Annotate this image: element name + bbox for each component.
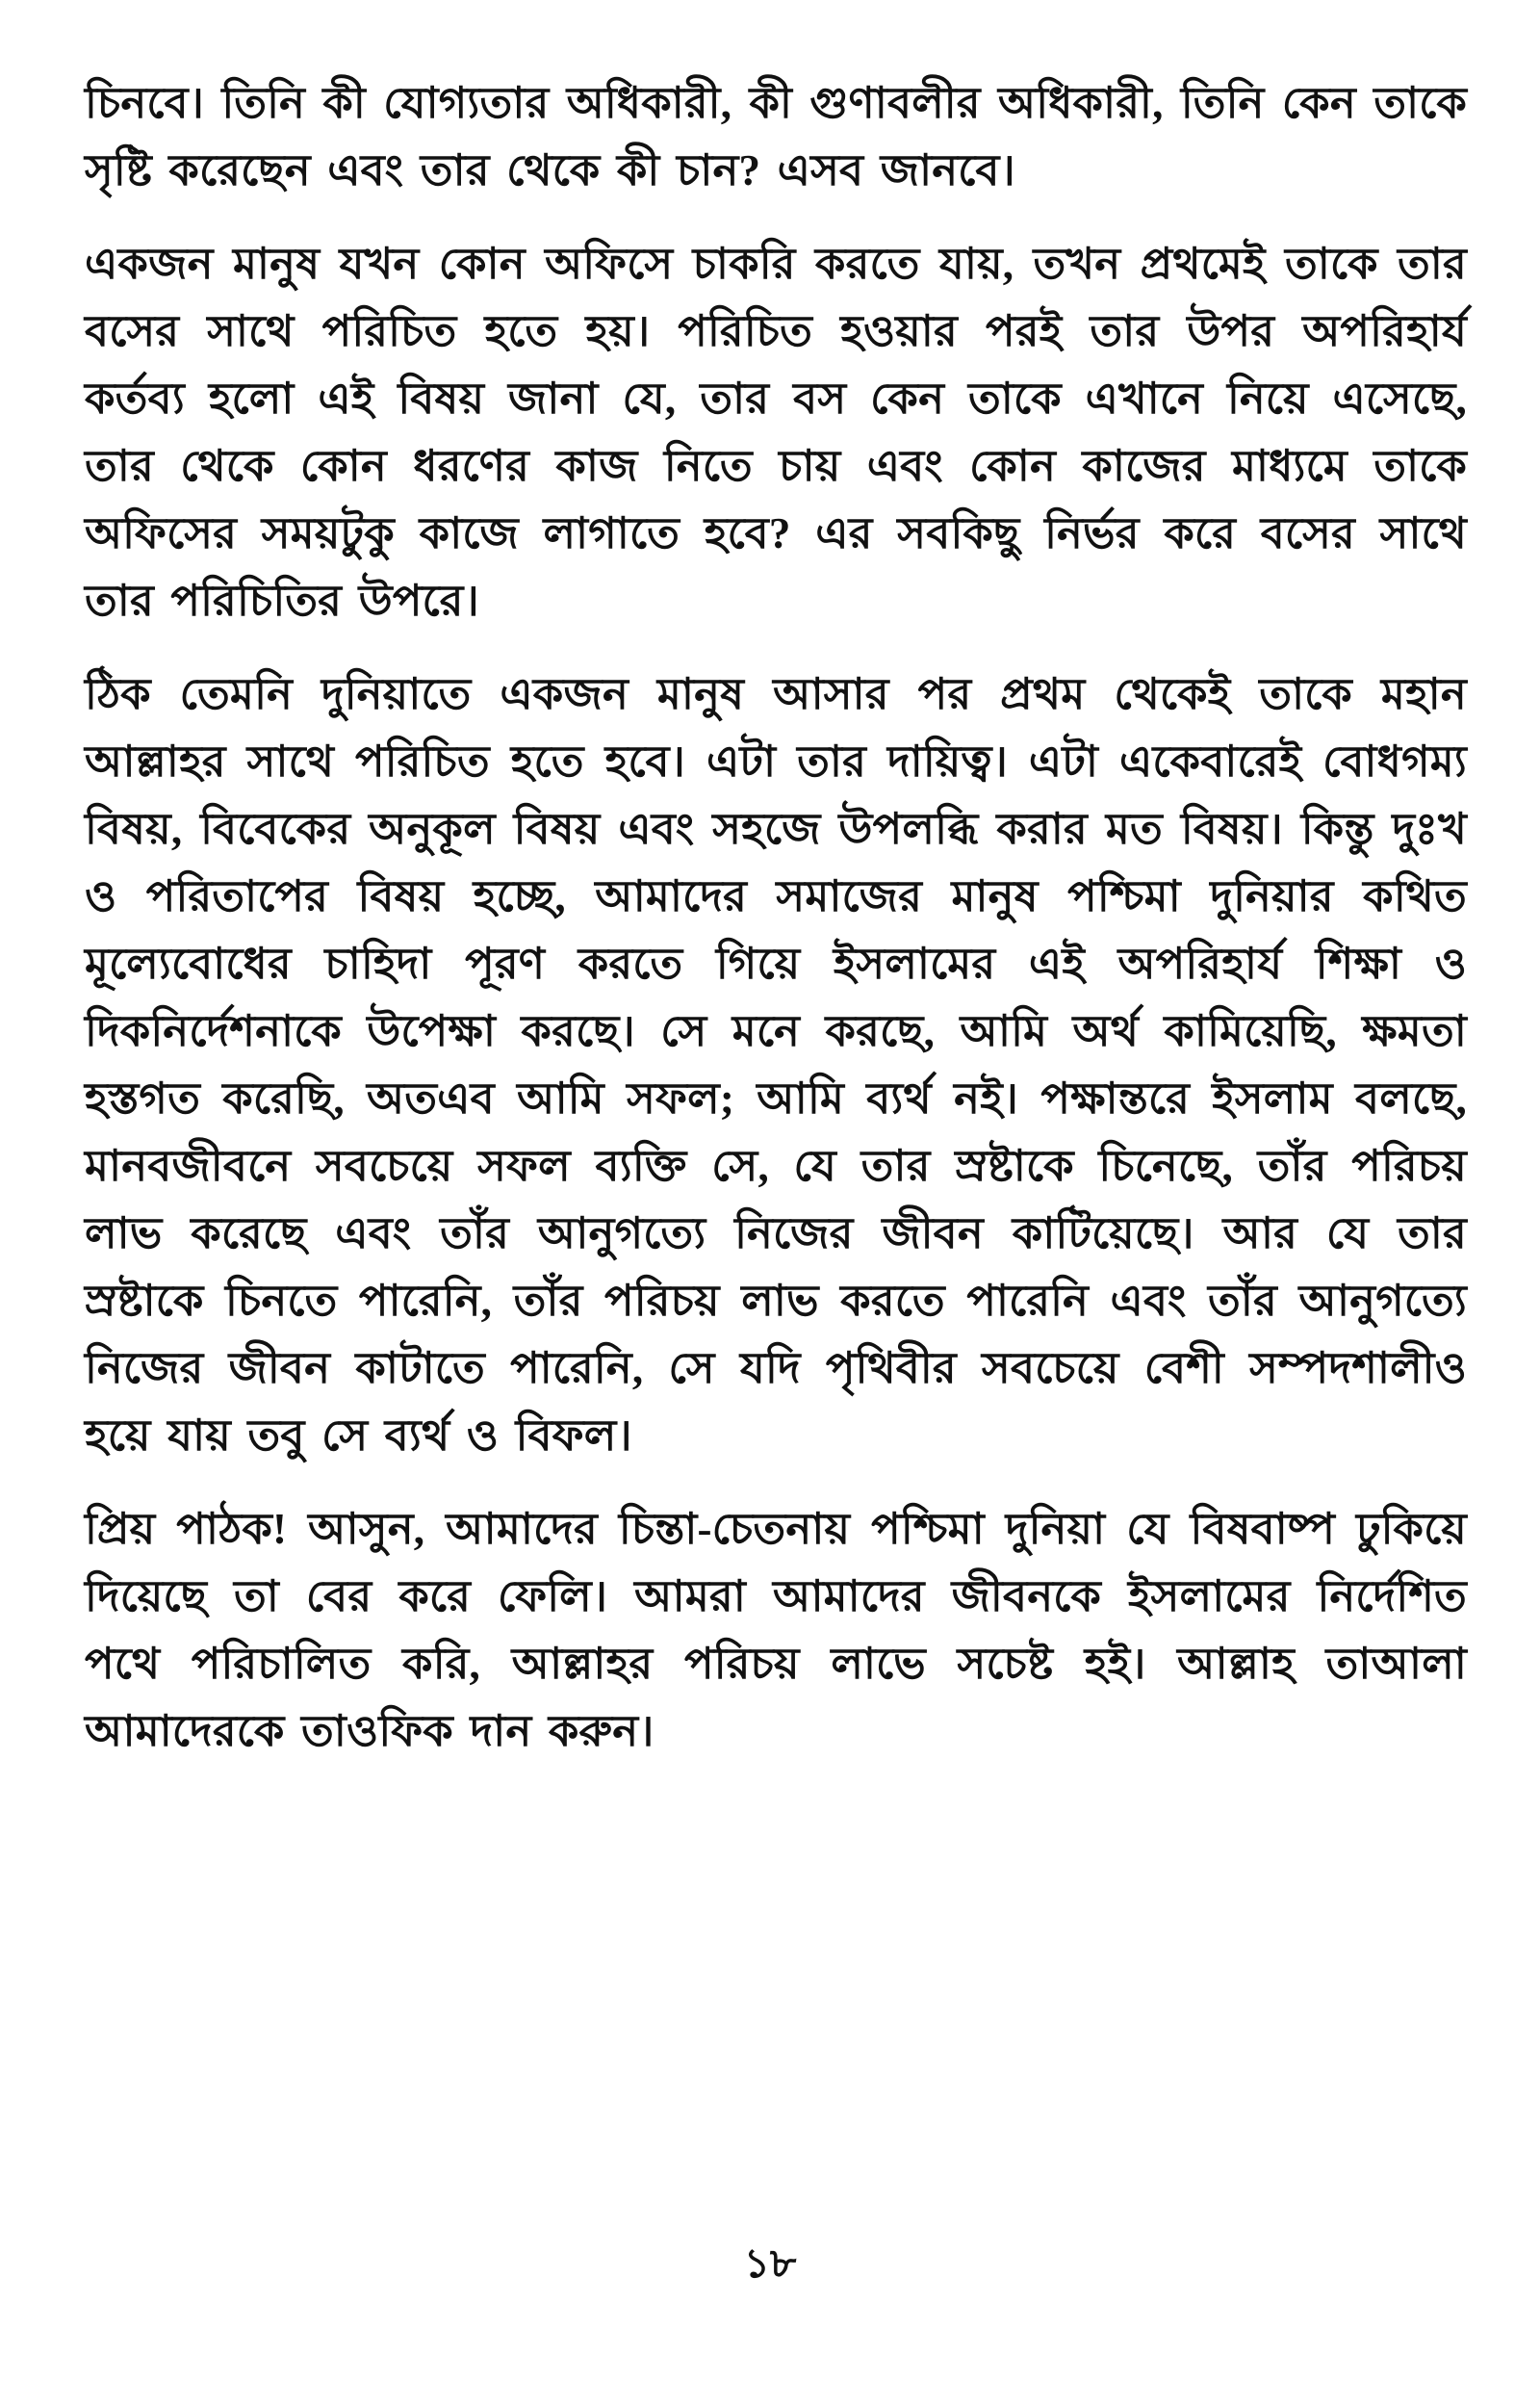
paragraph-2: একজন মানুষ যখন কোন অফিসে চাকরি করতে যায়, তখন প্রথমেই তাকে তার বসের সাথে পরিচিত হতে হয়। পরিচিত হওয়ার পরই তার উপর অপরিহার্য কর্তব্য হলো এই বিষয় জানা যে, তার বস কেন তাকে এখানে নিয়ে এসেছে, তার থেকে কোন ধরণের কাজ নিতে চায় এবং কোন কাজের মাধ্যমে তাকে অফিসের সময়টুকু কাজে লাগাতে হবে? এর সবকিছু নির্ভর করে বসের সাথে তার পরিচিতির উপরে।	[85, 240, 1467, 625]
paragraph-1: চিনবে। তিনি কী যোগ্যতার অধিকারী, কী গুণাবলীর অধিকারী, তিনি কেন তাকে সৃষ্টি করেছেন এবং তার থেকে কী চান? এসব জানবে।	[85, 79, 1467, 194]
paragraph-4: প্রিয় পাঠক! আসুন, আমাদের চিন্তা-চেতনায় পশ্চিমা দুনিয়া যে বিষবাষ্প ঢুকিয়ে দিয়েছে তা বের করে ফেলি। আমরা আমাদের জীবনকে ইসলামের নির্দেশিত পথে পরিচালিত করি, আল্লাহর পরিচয় লাভে সচেষ্ট হই। আল্লাহ তাআলা আমাদেরকে তাওফিক দান করুন।	[85, 1505, 1467, 1755]
page-number: ১৮	[743, 2242, 797, 2287]
body-text	[85, 69, 1467, 1791]
paragraph-3: ঠিক তেমনি দুনিয়াতে একজন মানুষ আসার পর প্রথম থেকেই তাকে মহান আল্লাহর সাথে পরিচিত হতে হবে। এটা তার দায়িত্ব। এটা একেবারেই বোধগম্য বিষয়, বিবেকের অনুকূল বিষয় এবং সহজে উপলব্ধি করার মত বিষয়। কিন্তু দুঃখ ও পরিতাপের বিষয় হচ্ছে, আমাদের সমাজের মানুষ পশ্চিমা দুনিয়ার কথিত মূল্যেবোধের চাহিদা পূরণ করতে গিয়ে ইসলামের এই অপরিহার্য শিক্ষা ও দিকনির্দেশনাকে উপেক্ষা করছে। সে মনে করছে, আমি অর্থ কামিয়েছি, ক্ষমতা হস্তগত করেছি, অতএব আমি সফল; আমি ব্যর্থ নই। পক্ষান্তরে ইসলাম বলছে, মানবজীবনে সবচেয়ে সফল ব্যক্তি সে, যে তার স্রষ্টাকে চিনেছে, তাঁর পরিচয় লাভ করেছে এবং তাঁর আনুগত্যে নিজের জীবন কাটিয়েছে। আর যে তার স্রষ্টাকে চিনতে পারেনি, তাঁর পরিচয় লাভ করতে পারেনি এবং তাঁর আনুগত্যে নিজের জীবন কাটাতে পারেনি, সে যদি পৃথিবীর সবচেয়ে বেশী সম্পদশালীও হয়ে যায় তবু সে ব্যর্থ ও বিফল।	[85, 670, 1467, 1460]
